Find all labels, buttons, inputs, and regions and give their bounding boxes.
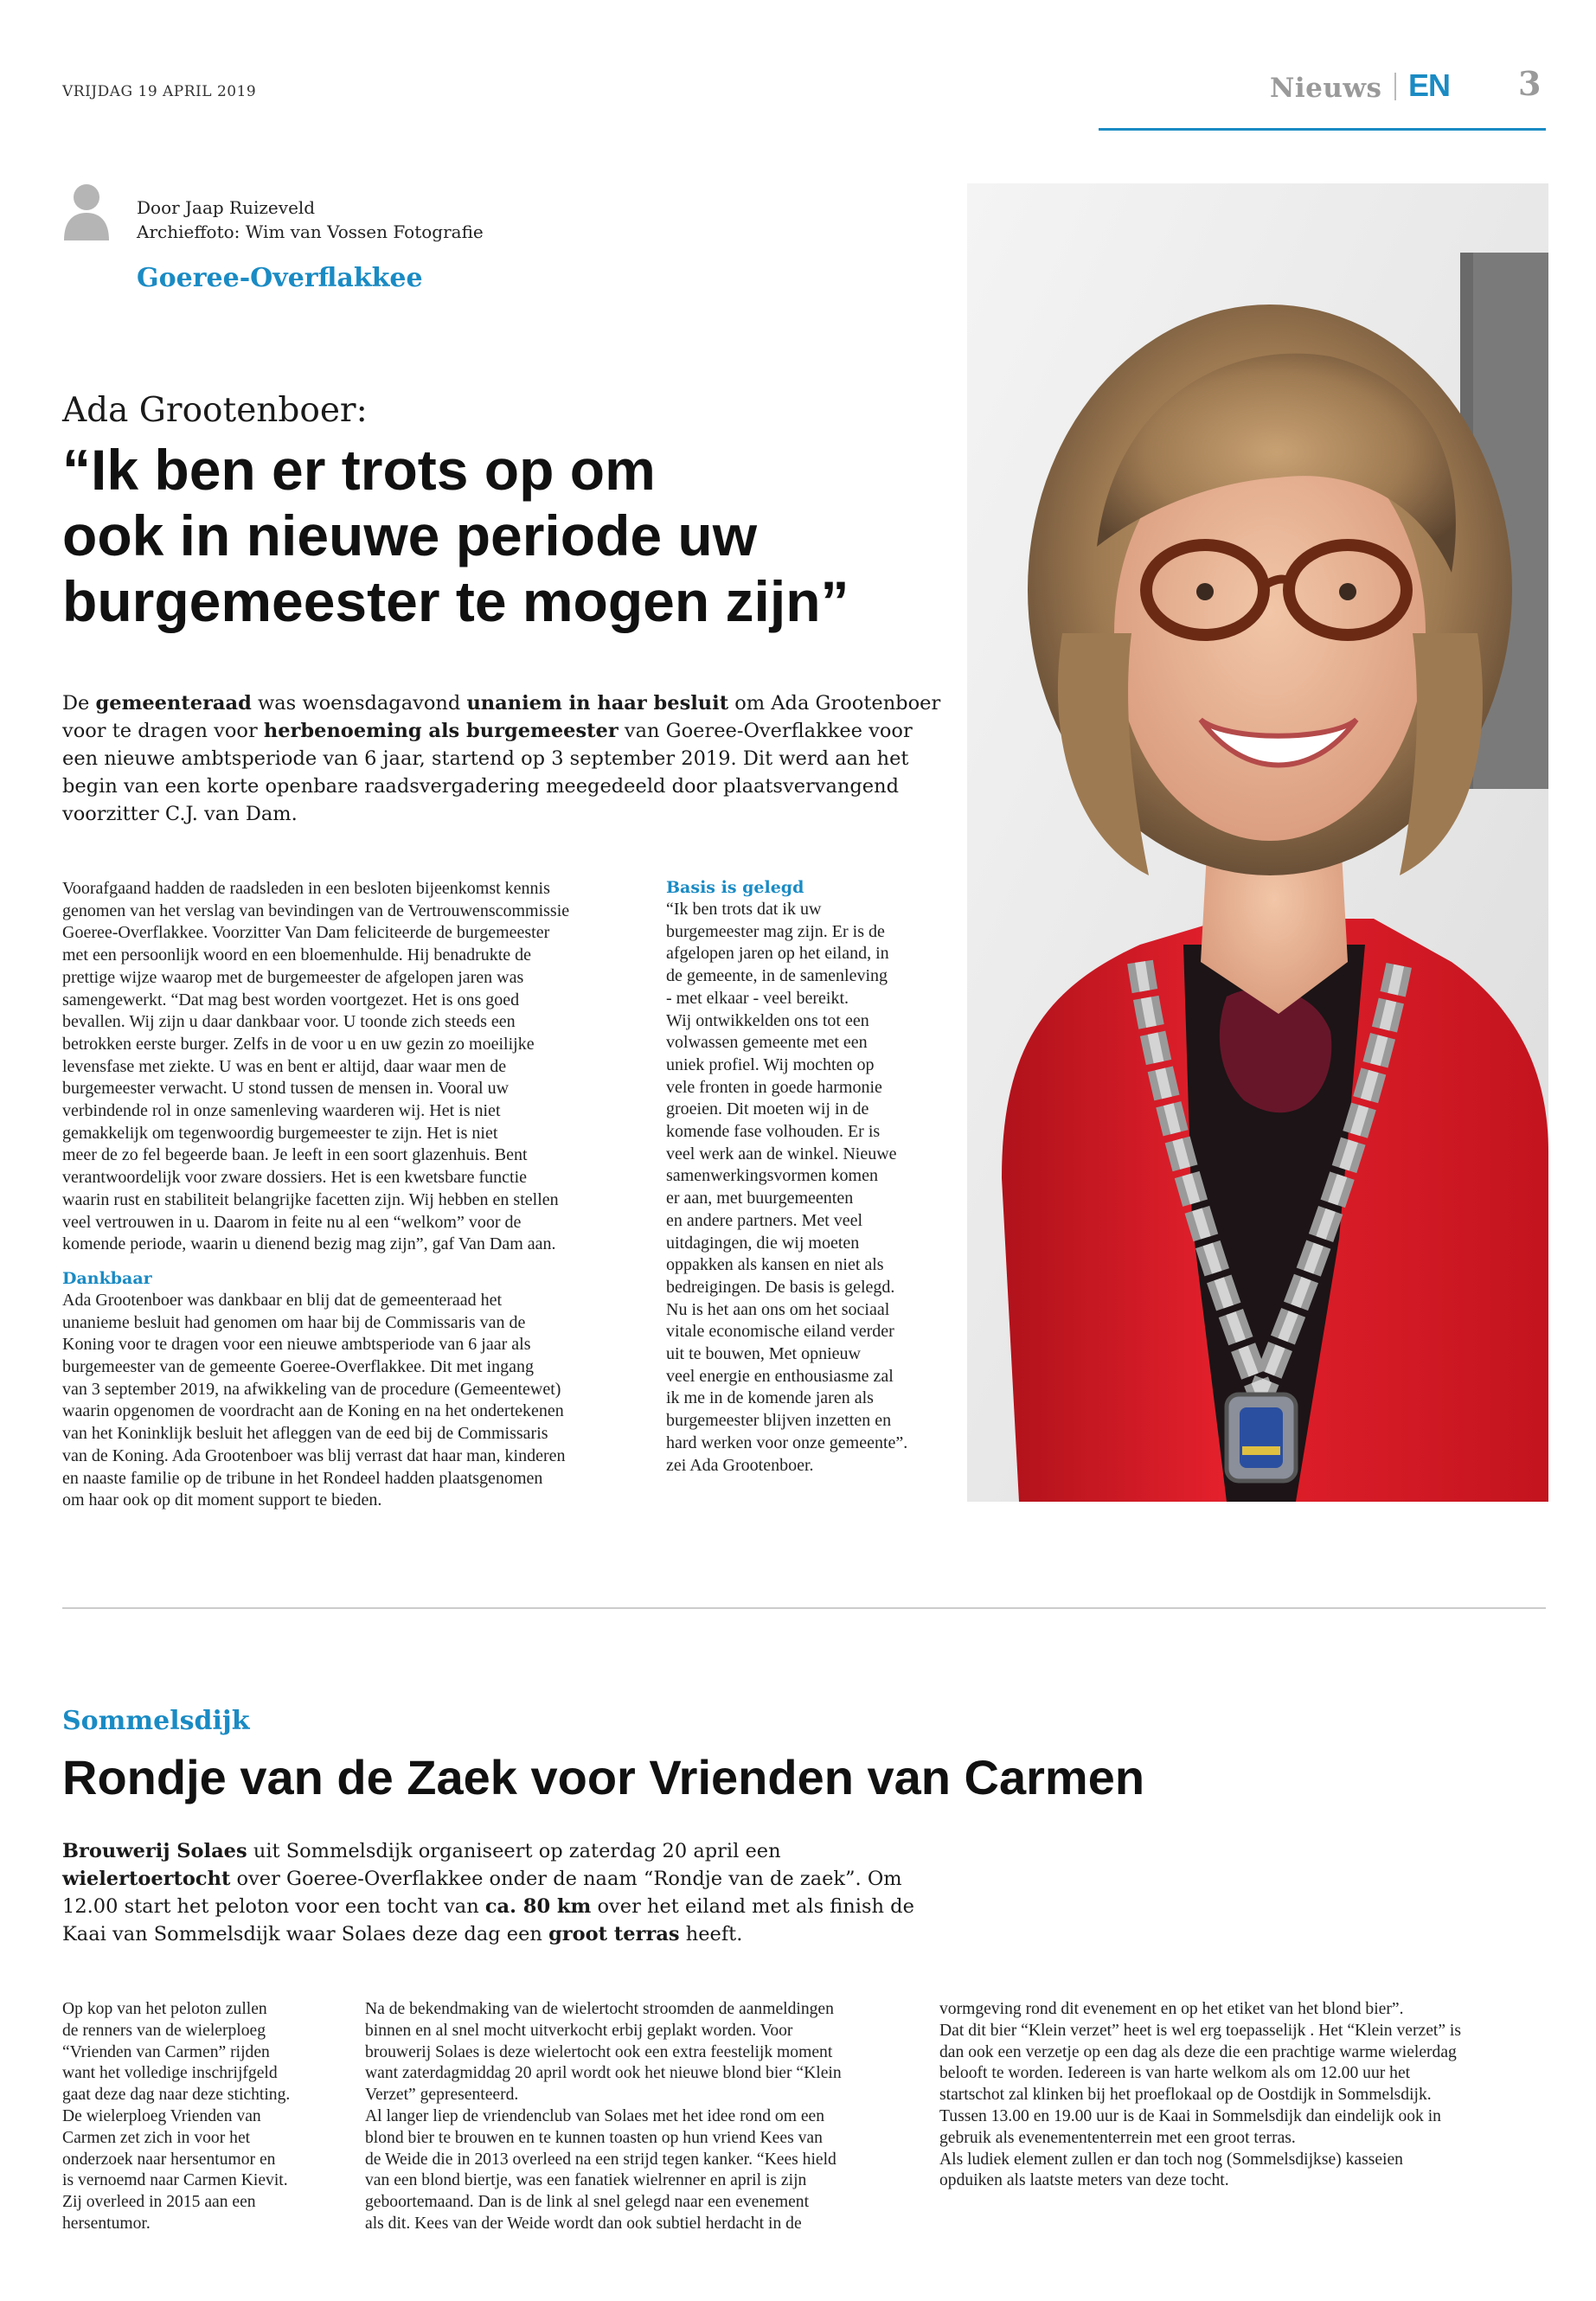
page-number: 3 bbox=[1518, 64, 1542, 103]
headline-line: “Ik ben er trots op om bbox=[62, 438, 656, 502]
article-column-1 bbox=[62, 878, 668, 1512]
author-avatar-icon bbox=[62, 182, 111, 240]
article-column-3: vormgeving rond dit evenement en op het etiket van het blond bier”. Dat dit bier “Klein verzet” heet is wel erg toepasselijk . Het “Klein verzet” is dan ook een verzetje op een dag als deze die een prachtige warme wielerdag belooft te worden. Iedereen is van harte welkom als om 12.00 uur het startschot zal klinken bij het proeflokaal op de Oostdijk in Sommelsdijk. Tussen 13.00 en 19.00 uur is de Kaai in Sommelsdijk dan eindelijk ook in gebruik als evenemententerrein met een groot terras. Als ludiek element zullen er dan toch nog (Sommelsdijkse) kasseien opduiken als laatste meters van deze tocht. bbox=[939, 2000, 1461, 2190]
article-column-2: Na de bekendmaking van de wielertocht stroomden de aanmeldingen binnen en al snel mocht uitverkocht erbij geplakt worden. Voor brouwerij Solaes is deze wielertocht ook een extra feestelijk moment want zaterdagmiddag 20 april wordt ook het nieuwe blond bier “Klein Verzet” gepresenteerd. Al langer liep de vriendenclub van Solaes met het idee rond om een blond bier te brouwen en te kunnen toasten op hun vriend Kees van de Weide die in 2013 overleed na een strijd tegen kanker. “Kees hield van een blond biertje, was een fanatiek wielrenner en april is zijn geboortemaand. Dan is de link al snel gelegd naar een evenement als dit. Kees van der Weide wordt dan ook subtiel herdacht in de bbox=[365, 2000, 842, 2233]
section-label: Nieuws bbox=[1270, 73, 1382, 104]
headline-line: burgemeester te mogen zijn” bbox=[62, 569, 849, 633]
byline bbox=[137, 195, 484, 244]
subhead-basis: Basis is gelegd bbox=[666, 878, 804, 897]
body-paragraph: “Ik ben trots dat ik uw burgemeester mag zijn. Er is de afgelopen jaren op het eiland, in de gemeente, in de samenleving - met elkaar - veel bereikt. Wij ontwikkelden ons tot een volwassen gemeente met een uniek profiel. Wij mochten op vele fronten in goede harmonie groeien. Dit moeten wij in de komende fase volhouden. Er is veel werk aan de winkel. Nieuwe samenwerkingsvormen komen er aan, met buurgemeenten en andere partners. Met veel uitdagingen, die wij moeten oppakken als kansen en niet als bedreigingen. De basis is gelegd. Nu is het aan ons om het sociaal vitale economische eiland verder uit te bouwen, Met opnieuw veel energie en enthousiasme zal ik me in de komende jaren als burgemeester blijven inzetten en hard werken voor onze gemeente”. zei Ada Grootenboer. bbox=[666, 900, 908, 1475]
byline-author: Door Jaap Ruizeveld bbox=[137, 197, 316, 218]
article-column-1: Op kop van het peloton zullen de renners van de wielerploeg “Vrienden van Carmen” rijden want het volledige inschrijfgeld gaat deze dag naar deze stichting. De wielerploeg Vrienden van Carmen zet zich in voor het onderzoek naar hersentumor en is vernoemd naar Carmen Kievit. Zij overleed in 2015 aan een hersentumor. bbox=[62, 2000, 291, 2233]
headline-line: ook in nieuwe periode uw bbox=[62, 503, 758, 567]
mayor-portrait-photo bbox=[967, 183, 1548, 1502]
region-label: Goeree-Overflakkee bbox=[137, 263, 423, 293]
article-headline: Rondje van de Zaek voor Vrienden van Carmen bbox=[62, 1750, 1145, 1804]
region-label: Sommelsdijk bbox=[62, 1706, 250, 1736]
subhead-dankbaar: Dankbaar bbox=[62, 1268, 152, 1288]
article-intro: De gemeenteraad was woensdagavond unaniem in haar besluit om Ada Grootenboer voor te dragen voor herbenoeming als burgemeester van Goeree-Overflakkee voor een nieuwe ambtsperiode van 6 jaar, startend op 3 september 2019. Dit werd aan het begin van een korte openbare raadsvergadering meegedeeld door plaatsvervangend voorzitter C.J. van Dam. bbox=[62, 692, 941, 825]
publication-logo: EN bbox=[1408, 67, 1451, 103]
headline-kicker: Ada Grootenboer: bbox=[62, 391, 368, 430]
article-column-2 bbox=[666, 876, 926, 1477]
article-headline bbox=[62, 437, 945, 634]
body-paragraph: Ada Grootenboer was dankbaar en blij dat de gemeenteraad het unanieme besluit had genomen om haar bij de Commissaris van de Koning voor te dragen voor een nieuwe ambtsperiode van 6 jaar als burgemeester van de gemeente Goeree-Overflakkee. Dit met ingang van 3 september 2019, na afwikkeling van de procedure (Gemeentewet) waarin opgenomen de voordracht aan de Koning en na het ondertekenen van het Koninklijk besluit het afleggen van de eed bij de Commissaris van de Koning. Ada Grootenboer was blij verrast dat haar man, kinderen en naaste familie op de tribune in het Rondeel hadden plaatsgenomen om haar ook op dit moment support te bieden. bbox=[62, 1290, 566, 1510]
issue-date: VRIJDAG 19 APRIL 2019 bbox=[62, 83, 257, 100]
header-separator bbox=[1394, 73, 1396, 100]
body-paragraph: Voorafgaand hadden de raadsleden in een besloten bijeenkomst kennis genomen van het verslag van bevindingen van de Vertrouwenscommissie Goeree-Overflakkee. Voorzitter Van Dam feliciteerde de burgemeester met een persoonlijk woord en een bloemenhulde. Hij benadrukte de prettige wijze waarop met de burgemeester de afgelopen jaren was samengewerkt. “Dat mag best worden voortgezet. Het is ons goed bevallen. Wij zijn u daar dankbaar voor. U toonde zich steeds een betrokken eerste burger. Zelfs in de voor u en uw gezin zo moeilijke levensfase met ziekte. U was en bent er altijd, daar waar men de burgemeester verwacht. U stond tussen de mensen in. Vooral uw verbindende rol in onze samenleving waarderen wij. Het is niet gemakkelijk om tegenwoordig burgemeester te zijn. Het is niet meer de zo fel begeerde baan. Je leeft in een soort glazenhuis. Bent verantwoordelijk voor zware dossiers. Het is een kwetsbare functie waarin rust en stabiliteit belangrijke facetten zijn. Wij hebben en stellen veel vertrouwen in u. Daarom in feite nu al een “welkom” voor de komende periode, waarin u dienend bezig mag zijn”, gaf Van Dam aan. bbox=[62, 879, 570, 1254]
header-rule bbox=[1099, 128, 1546, 131]
article-separator bbox=[62, 1607, 1546, 1609]
byline-photo-credit: Archieffoto: Wim van Vossen Fotografie bbox=[137, 221, 484, 242]
article-intro: Brouwerij Solaes uit Sommelsdijk organiseert op zaterdag 20 april een wielertoertocht over Goeree-Overflakkee onder de naam “Rondje van de zaek”. Om 12.00 start het peloton voor een tocht van ca. 80 km over het eiland met als finish de Kaai van Sommelsdijk waar Solaes deze dag een groot terras heeft. bbox=[62, 1840, 914, 1945]
